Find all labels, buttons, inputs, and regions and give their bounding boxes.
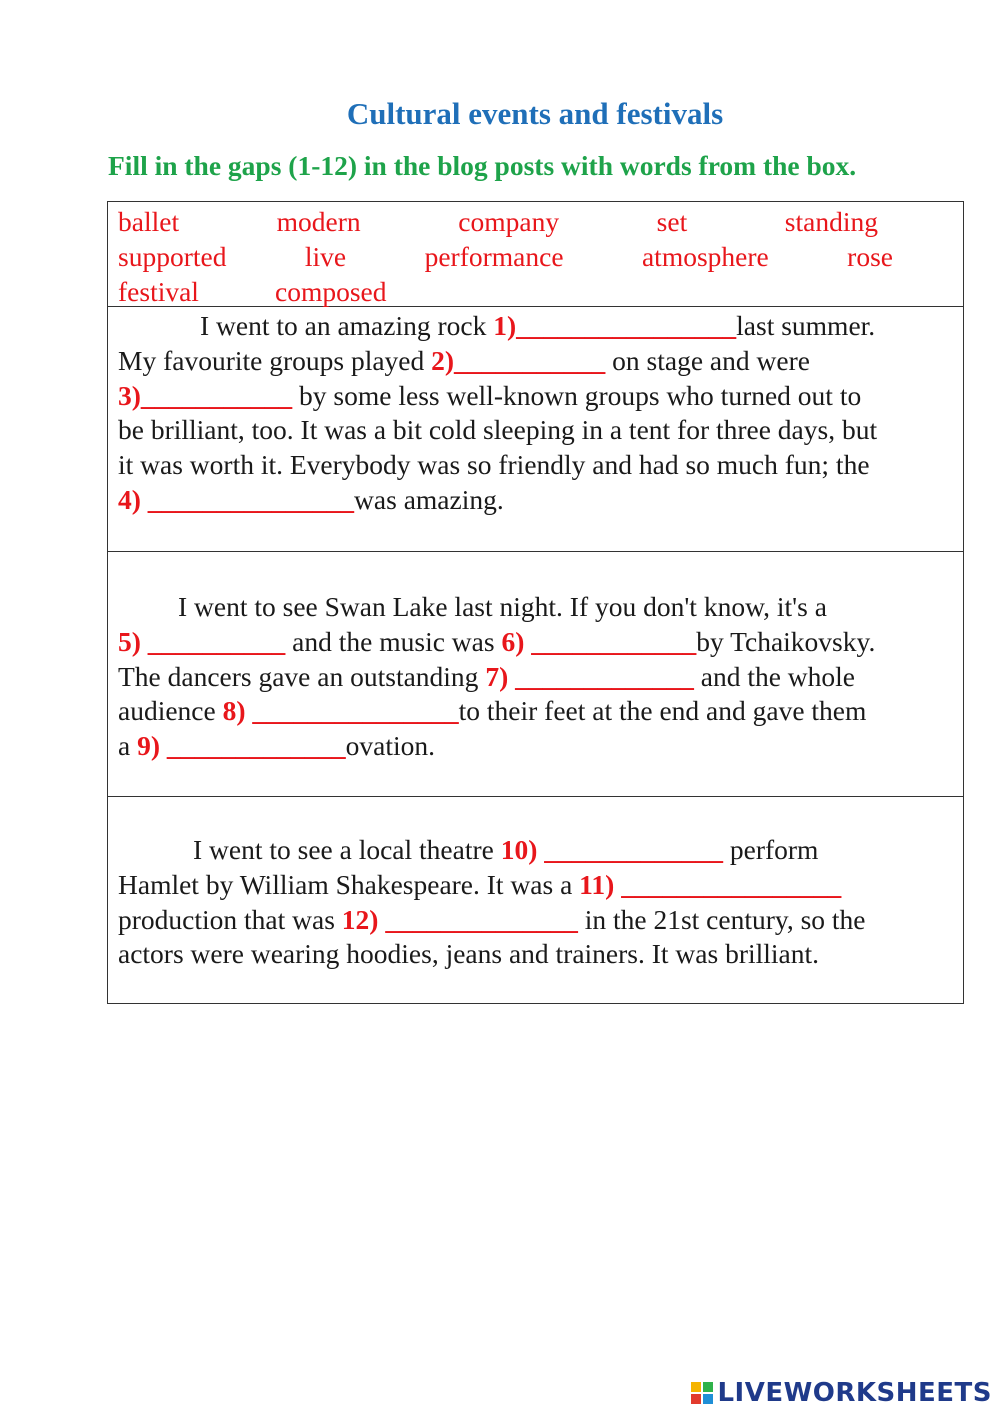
gap-number-6: 6) — [501, 625, 525, 657]
gap-number-3: 3) — [118, 379, 141, 411]
word-modern: modern — [276, 206, 361, 237]
word-composed: composed — [275, 276, 387, 307]
post1-line-6: 4) _______________was amazing. — [118, 483, 504, 515]
gap-6[interactable]: ____________ — [524, 625, 697, 657]
gap-number-2: 2) — [431, 344, 455, 376]
post3-line-4: actors were wearing hoodies, jeans and trainers. It was brilliant. — [118, 938, 820, 970]
post2-line-4: audience 8) _______________to their feet at the end and gave them — [118, 695, 867, 727]
blog-post-2 — [108, 552, 963, 797]
logo-mark-icon — [691, 1382, 713, 1404]
gap-number-4: 4) — [118, 483, 141, 515]
gap-9[interactable]: _____________ — [160, 730, 346, 762]
post3-line-2: Hamlet by William Shakespeare. It was a 11) ________________ — [118, 868, 842, 900]
word-box — [108, 202, 963, 307]
word-box-row-3 — [118, 274, 953, 309]
post1-line-1: I went to an amazing rock 1)________________last summer. — [200, 310, 876, 341]
word-box-row-1 — [118, 204, 953, 239]
gap-8[interactable]: _______________ — [245, 695, 459, 727]
word-box-row-2 — [118, 239, 953, 274]
post2-line-3: The dancers gave an outstanding 7) _____________ and the whole — [118, 660, 855, 692]
post2-line-1: I went to see Swan Lake last night. If you don't know, it's a — [178, 591, 827, 622]
gap-7[interactable]: _____________ — [508, 660, 694, 692]
instructions: Fill in the gaps (1-12) in the blog posts with words from the box. — [108, 150, 857, 181]
gap-number-8: 8) — [222, 695, 246, 727]
exercise-table — [107, 201, 964, 1004]
post1-line-2: My favourite groups played 2)___________ on stage and were — [118, 344, 810, 376]
gap-11[interactable]: ________________ — [614, 868, 842, 900]
liveworksheets-logo[interactable] — [691, 1376, 992, 1410]
gap-5[interactable]: __________ — [140, 625, 286, 657]
gap-number-11: 11) — [579, 868, 615, 900]
word-company: company — [458, 206, 560, 237]
word-festival: festival — [118, 276, 199, 307]
gap-12[interactable]: ______________ — [378, 903, 578, 935]
post1-line-4: be brilliant, too. It was a bit cold sleeping in a tent for three days, but — [118, 414, 878, 446]
word-ballet: ballet — [118, 206, 180, 237]
post1-line-5: it was worth it. Everybody was so friendly and had so much fun; the — [118, 449, 870, 481]
post2-line-2: 5) __________ and the music was 6) ____________by Tchaikovsky. — [118, 625, 876, 657]
gap-number-12: 12) — [341, 903, 379, 935]
word-live: live — [304, 241, 347, 272]
logo-text: LIVEWORKSHEETS — [717, 1378, 992, 1408]
gap-number-10: 10) — [500, 834, 538, 865]
gap-number-9: 9) — [137, 730, 161, 762]
post1-line-3: 3)___________ by some less well-known groups who turned out to — [118, 379, 862, 411]
word-performance: performance — [424, 241, 564, 272]
gap-3[interactable]: ___________ — [140, 379, 293, 411]
word-standing: standing — [784, 206, 878, 237]
word-supported: supported — [118, 241, 227, 272]
blog-post-3 — [108, 797, 963, 1003]
gap-2[interactable]: ___________ — [454, 344, 606, 376]
gap-10[interactable]: _____________ — [537, 834, 723, 865]
gap-number-5: 5) — [118, 625, 141, 657]
post2-line-5: a 9) _____________ovation. — [118, 730, 436, 762]
gap-number-1: 1) — [493, 310, 517, 341]
gap-1[interactable]: ________________ — [516, 310, 737, 341]
gap-4[interactable]: _______________ — [140, 483, 355, 515]
word-atmosphere: atmosphere — [641, 241, 769, 272]
word-set: set — [656, 206, 688, 237]
post3-line-1: I went to see a local theatre 10) _____________ perform — [193, 834, 819, 865]
word-rose: rose — [847, 241, 893, 272]
blog-post-1 — [108, 307, 963, 552]
page-title: Cultural events and festivals — [346, 96, 724, 131]
gap-number-7: 7) — [485, 660, 509, 692]
post3-line-3: production that was 12) ______________ in the 21st century, so the — [118, 903, 866, 935]
